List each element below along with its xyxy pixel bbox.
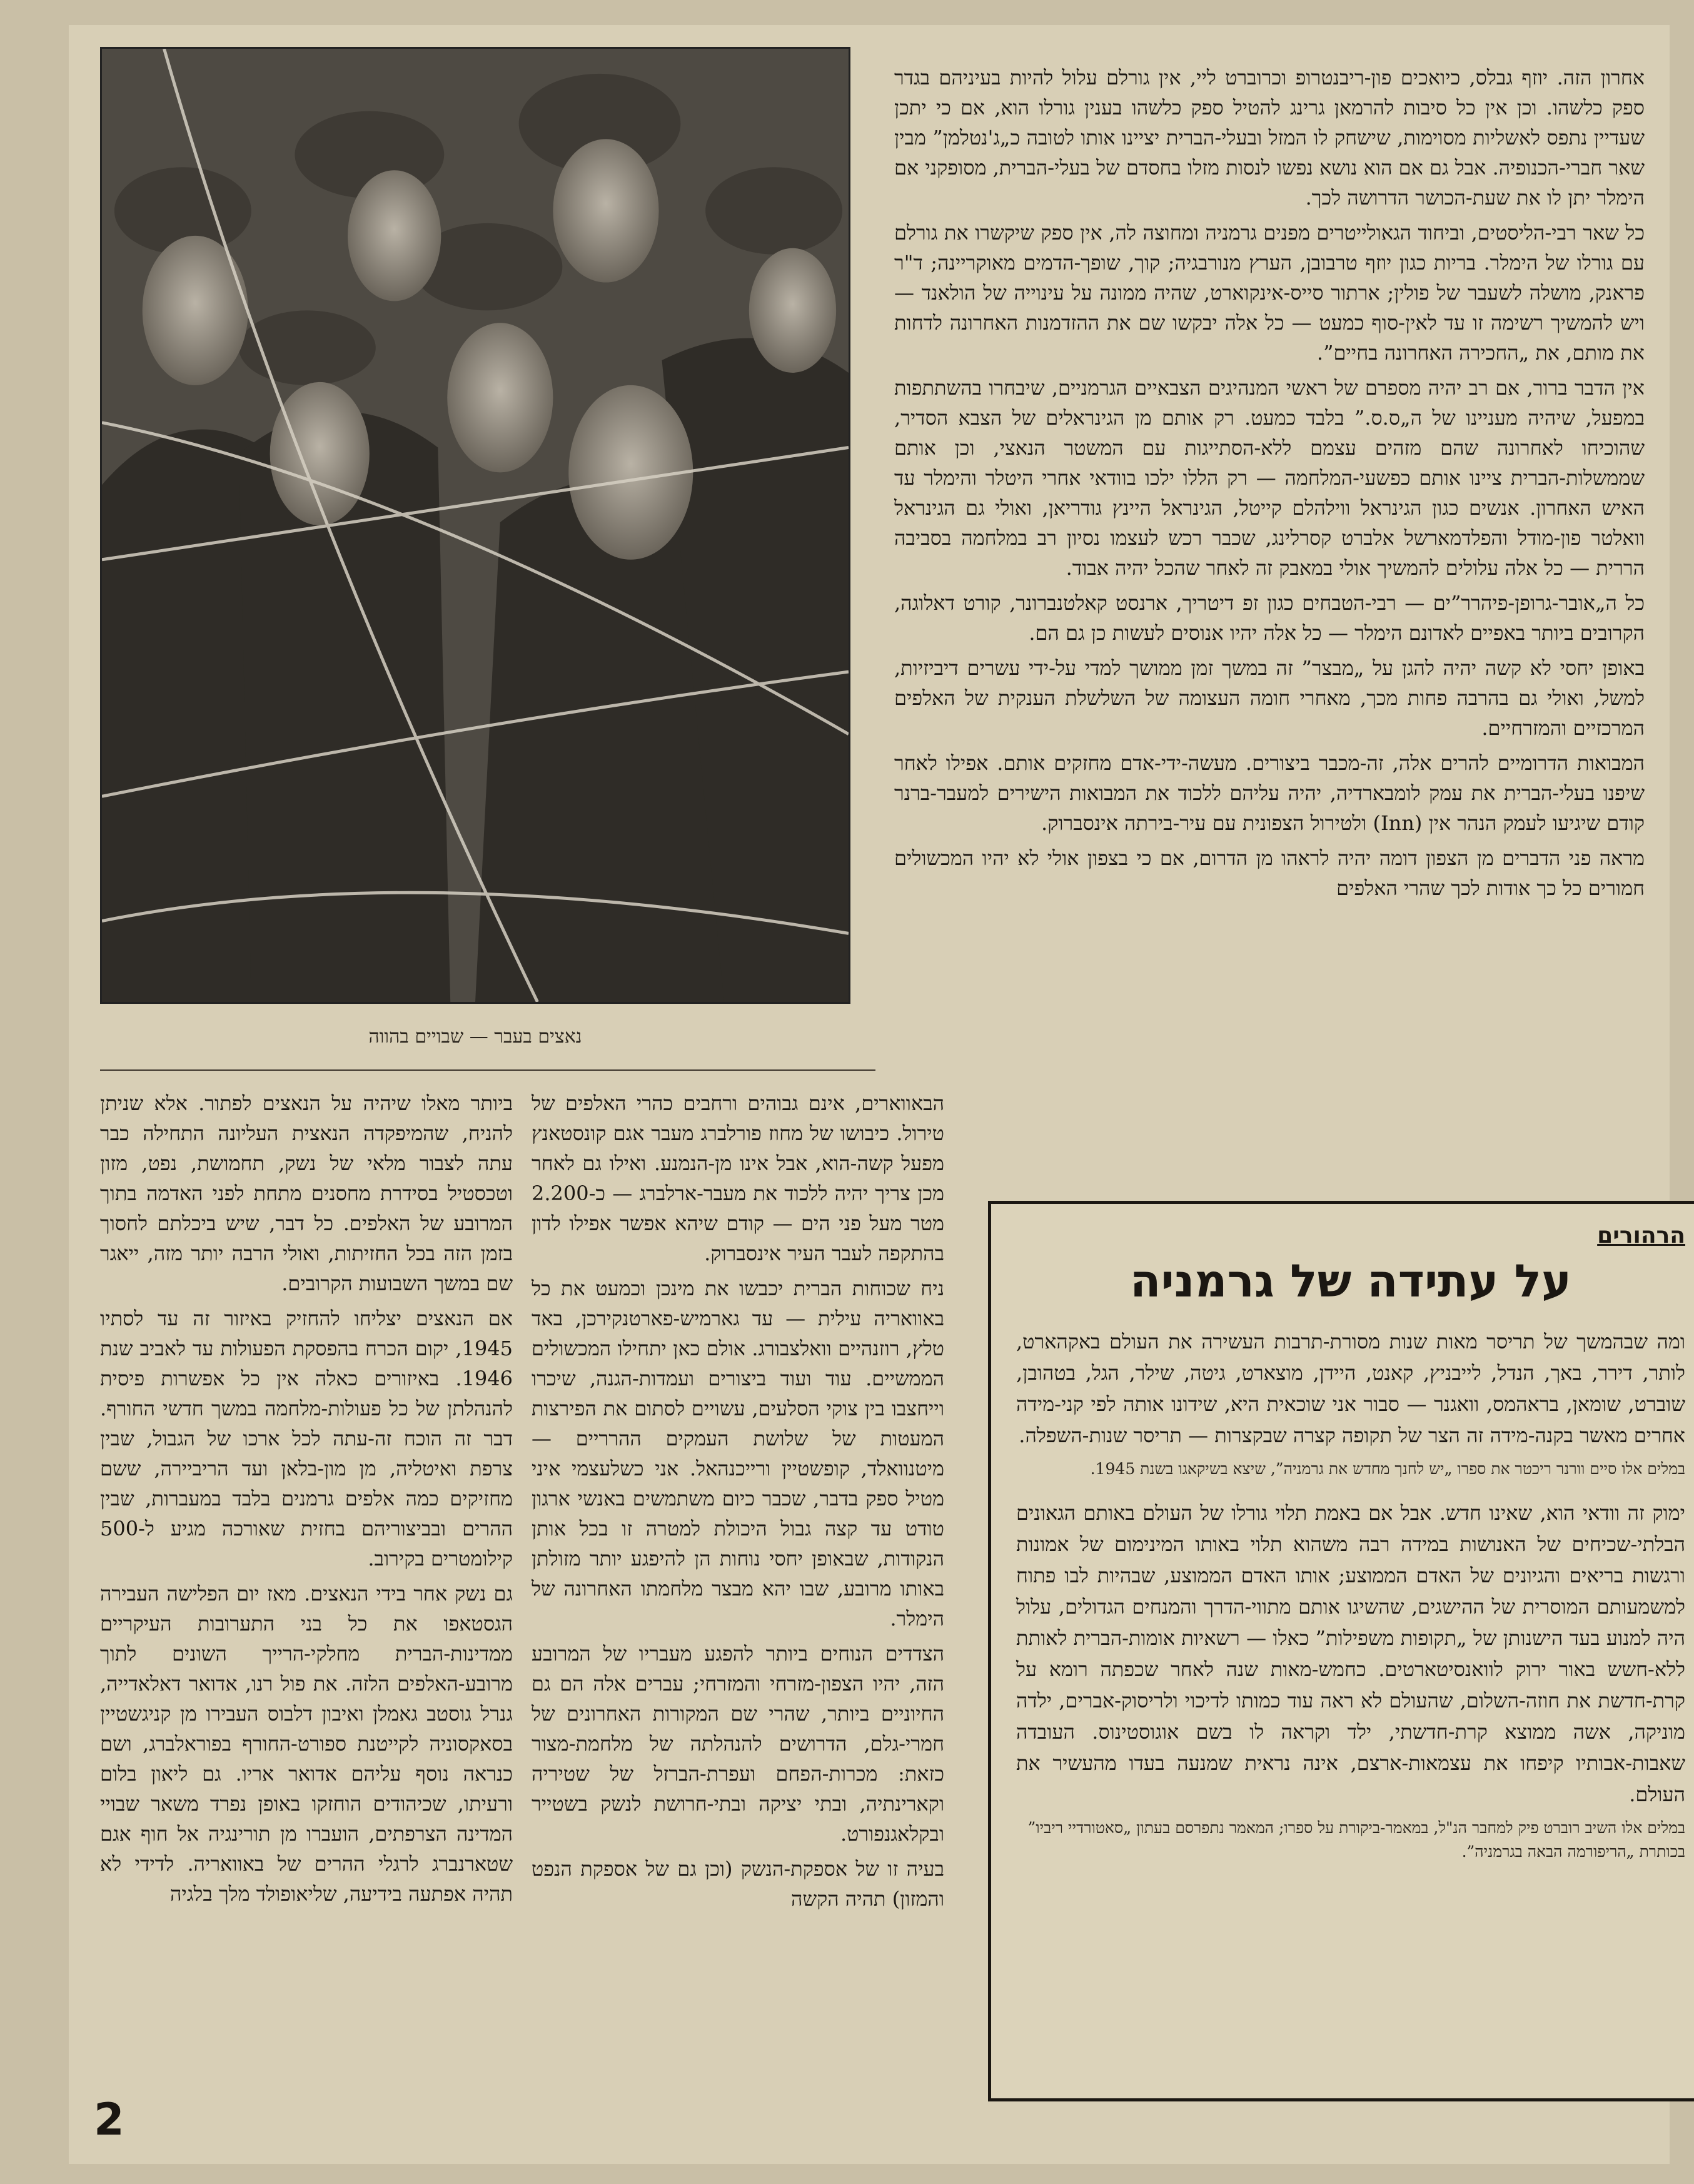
paragraph: הבאווארים, אינם גבוהים ורחבים כהרי האלפים של טירול. כיבושו של מחוז פורלברג מעבר אגם קונסטאנץ מפעל קשה-הוא, אבל אינו מן-הנמנע. ואילו גם לאחר מכן צריך יהיה ללכוד את מעבר-ארלברג — כ-2.200 מטר מעל פני הים — קודם שיהא אפשר אפילו לדון בהתקפה לעבר העיר אינסברוק. [532, 1091, 944, 1265]
box-title: על עתידה של גרמניה [1130, 1255, 1571, 1307]
paragraph: אם הנאצים יצליחו להחזיק באיזור זה עד לסתיו 1945, יקום הכרח בהפסקת הפעולות עד לאביב שנת 1946. באיזורים כאלה אין כל אפשרות פיסית להנהלתן של כל פעולות-מלחמה במשך חדשי החורף. דבר זה הוכח זה-עתה לכל ארכו של הגבול, שבין צרפת ואיטליה, מן מון-בלאן ועד הריביירה, ששם מחזיקים כמה אלפים גרמנים בלבד במעברות, שבין ההרים ובביצוריהם בחזית שאורכה מגיע ל-500 קילומטרים בקירוב. [100, 1307, 513, 1570]
paragraph: המבואות הדרומיים להרים אלה, זה-מכבר ביצורים. מעשה-ידי-אדם מחזקים אותם. אפילו לאחר שיפנו בעלי-הברית את עמק לומבארדיה, יהיה עליהם ללכוד את המבואות הישירים למעבר-ברנר קודם שיגיעו לעמק הנהר אין (Inn) ולטירול הצפונית עם עיר-בירתה אינסברוק. [894, 751, 1645, 835]
box-paragraph: ומה שבהמשך של תריסר מאות שנות מסורת-תרבות העשירה את העולם באקהארט, לותר, דירר, באך, הנדל, לייבניץ, קאנט, היידן, מוצארט, גיטה, שילר, הגל, בטהובן, שוברט, שומאן, בראהמס, וואגנר — סבור אני שוכאית היא, שידונו אותה לפי קני-מידה אחרים מאשר בקנה-מידה זה הצר של תקופה קצרה שבקצרות — תריסר שנות-השפלה. [1016, 1330, 1686, 1447]
photo-image [102, 49, 849, 1002]
paragraph: כל ה„אובר-גרופן-פיהרר”ים — רבי-הטבחים כגון זפ דיטריך, ארנסט קאלטנברונר, קורט דאלוגה, הקרובים ביותר באפיים לאדונם הימלר — כל אלה יהיו אנוסים לעשות כן גם הם. [894, 591, 1645, 645]
column-middle [532, 1088, 944, 2126]
box-paragraph: ימוק זה וודאי הוא, שאינו חדש. אבל אם באמת תלוי גורלו של העולם באותם הגאונים הבלתי-שכיחים של האנושות במידה רבה משהוא תלוי באותו המינימום של אמונות ורגשות בריאים והגיונים של האדם הממוצע; אותו האדם הממוצע, שבהיות לבו פתוח למשמעותם המוסרית של ההישגים, שהשיגו אותם מתווי-הדרך והמנחים הגדולים, עלול היה למנוע בעד הישנותן של „תקופות משפילות” כאלו — רשאיות אומות-הברית לאותת ללא-חשש באור ירוק לוואנסיטארטים. כחמש-מאות שנה לאחר שכפתה רומא על קרת-חדשת את חוזה-השלום, שהעולם לא ראה עוד כמותו לדיכוי ולריסוק-אברים, ילדה מוניקה, אשה ממוצא קרת-חדשתי, ילד וקראה לו בשם אוגוסטינוס. העובדה שאבות-אבותיו קיפחו את עצמאות-ארצם, אינה נראית שמנעה בעדו מהעשיר את העולם. [1016, 1501, 1686, 1806]
box-kicker: הרהורים [1597, 1223, 1685, 1248]
column-left [100, 1088, 513, 2126]
photo-caption: נאצים בעבר — שבויים בהווה [368, 1026, 582, 1048]
page-number: 2 [94, 2094, 124, 2145]
top-right-column [894, 63, 1645, 1151]
paragraph: ניח שכוחות הברית יכבשו את מינכן וכמעט את כל באוואריה עילית — עד גארמיש-פארטנקירכן, באד טלץ, רוזנהיים וואלצבורג. אולם כאן יתחילו המכשולים הממשיים. עוד ועוד ביצורים ועמדות-הגנה, שיכרו וייחצבו בין צוקי הסלעים, עשויים לסתום את הפירצות המעטות של שלושת העמקים ההרריים — מיטנוואלד, קופשטיין ורייכנהאל. אני כשלעצמי איני מטיל ספק בדבר, שכבר כיום משתמשים באנשי ארגון טודט עד קצה גבול היכולת למטרה זו בכל אותן הנקודות, שבאופן יחסי נוחות הן להיפגע יותר מזולתן באותו מרובע, שבו יהא מבצר מלחמתו האחרונה של הימלר. [532, 1277, 944, 1630]
paragraph: באופן יחסי לא קשה יהיה להגן על „מבצר” זה במשך זמן ממושך למדי על-ידי עשרים דיביזיות, למשל, ואולי גם בהרבה פחות מכך, מאחרי חומה העצומה של השלשלת הענקית של האלפים המרכזיים והמזרחיים. [894, 656, 1645, 740]
paragraph: מראה פני הדברים מן הצפון דומה יהיה לראהו מן הדרום, אם כי בצפון אולי לא יהיו המכשולים חמורים כל כך אודות לכך שהרי האלפים [894, 846, 1645, 900]
quote-source: במלים אלו סיים וורנר ריכטר את ספרו „יש לחנך מחדש את גרמניה”, שיצא בשיקאגו בשנת 1945. [1090, 1460, 1685, 1478]
paragraph: ביותר מאלו שיהיה על הנאצים לפתור. אלא שניתן להניח, שהמיפקדה הנאצית העליונה התחילה כבר עתה לצבור מלאי של נשק, תחמושת, נפט, מזון וטכסטיל בסידרת מחסנים מתחת לפני האדמה בתוך המרובע של האלפים. כל דבר, שיש ביכלתם לחסוך בזמן הזה בכל החזיתות, ואולי הרבה יותר מזה, ייאגר שם במשך השבועות הקרובים. [100, 1091, 513, 1295]
prisoners-photo [100, 47, 850, 1004]
paragraph: בעיה זו של אספקת-הנשק (וכן גם של אספקת הנפט והמזון) תהיה הקשה [532, 1857, 944, 1911]
paragraph: אחרון הזה. יוזף גבלס, כיואכים פון-ריבנטרופ וכרוברט ליי, אין גורלם עלול להיות בעיניהם בגדר ספק כלשהו. וכן אין כל סיבות להרמאן גרינג להטיל ספק כלשהו בענין גורלו הוא, אם כי יתכן שעדיין נתפס לאשליות מסוימות, שישחק לו המזל ובעלי-הברית יציינו אותו לטובה כ„ג'נטלמן” מבין שאר חברי-הכנופיה. אבל גם אם הוא נושא נפשו לנסות מזלו בחסדם של בעלי-הברית, מסופקני אם הימלר יתן לו את שעת-הכושר הדרושה לכך. [894, 66, 1645, 210]
magazine-page [69, 25, 1686, 2164]
sidebar-article-box [988, 1201, 1694, 2101]
divider [100, 1069, 875, 1071]
paragraph: כל שאר רבי-הליסטים, וביחוד הגאולייטרים מפנים גרמניה ומחוצה לה, אין ספק שיקשרו את גורלם עם גורלו של הימלר. בריות כגון יוזף טרבובן, הערץ מנורבגיה; קוך, שופך-הדמים מאוקריינה; ד"ר פראנק, מושלה לשעבר של פולין; ארתור סייס-אינקוארט, שהיה ממונה על עינוייה של הולאנד — ויש להמשיך רשימה זו עד לאין-סוף כמעט — כל אלה יבקשו שם את ההזדמנות האחרונה לדחות את מותם, את „החכירה האחרונה בחיים”. [894, 221, 1645, 365]
paragraph: אין הדבר ברור, אם רב יהיה מספרם של ראשי המנהיגים הצבאיים הגרמניים, שיבחרו בהשתתפות במפעל, שיהיה מעניינו של ה„ס.ס.” בלבד כמעט. רק אותם מן הגינראלים של הצבא הסדיר, שהוכיחו לאחרונה שהם מזהים עצמם ללא-הסתייגות עם המשטר הנאצי, וכן אותם שממשלות-הברית ציינו אותם כפשעי-המלחמה — רק הללו ילכו בוודאי אחרי היטלר והימלר עד האיש האחרון. אנשים כגון הגינראל ווילהלם קייטל, הגינראל היינץ גודריאן, ואולי גם הגינראל וואלטר פון-מודל והפלדמארשל אלברט קסרלינג, שכבר רכש לעצמו נסיון רב במלחמה בסביבה הררית — כל אלה עלולים להמשיך אולי במאבק זה לאחר שהכל יהיה אבוד. [894, 376, 1645, 580]
paragraph: גם נשק אחר בידי הנאצים. מאז יום הפלישה העבירה הגסטאפו את כל בני התערובות העיקריים ממדינות-הברית מחלקי-הרייך השונים לתוך מרובע-האלפים הלזה. את פול רנו, אדואר דאלאדייה, גנרל גוסטב גאמלן ואיבון דלבוס העבירו מן קניגשטיין בסאקסוניה לקייטנת ספורט-החורף בפוראלברג, ושם כנראה נוסף עליהם אדואר אריו. גם ליאון בלום ורעיתו, שכיהודים הוחזקו באופן נפרד משאר שבויי המדינה הצרפתים, הועברו מן תורינגיה אל חוף אגם שטארנברג לרגלי ההרים של באוואריה. לדידי לא תהיה אפתעה בידיעה, שליאופולד מלך בלגיה [100, 1582, 513, 1906]
paragraph: הצדדים הנוחים ביותר להפגע מעבריו של המרובע הזה, יהיו הצפון-מזרחי והמזרחי; עברים אלה הם גם החיוניים ביותר, שהרי שם המקורות האחרונים של חמרי-גלם, הדרושים להנהלתה של מלחמת-מצור כזאת: מכרות-הפחם ועפרת-הברזל של שטיריה וקארינתיה, ובתי יציקה ובתי-חרושת לנשק בשטייר ובקלאגנפורט. [532, 1642, 944, 1846]
quote-source: במלים אלו השיב רוברט פיק למחבר הנ"ל, במאמר-ביקורת על ספרו; המאמר נתפרסם בעתון „סאטורדיי ריביו” בכותרת „הריפורמה הבאה בגרמניה”. [1027, 1819, 1685, 1861]
